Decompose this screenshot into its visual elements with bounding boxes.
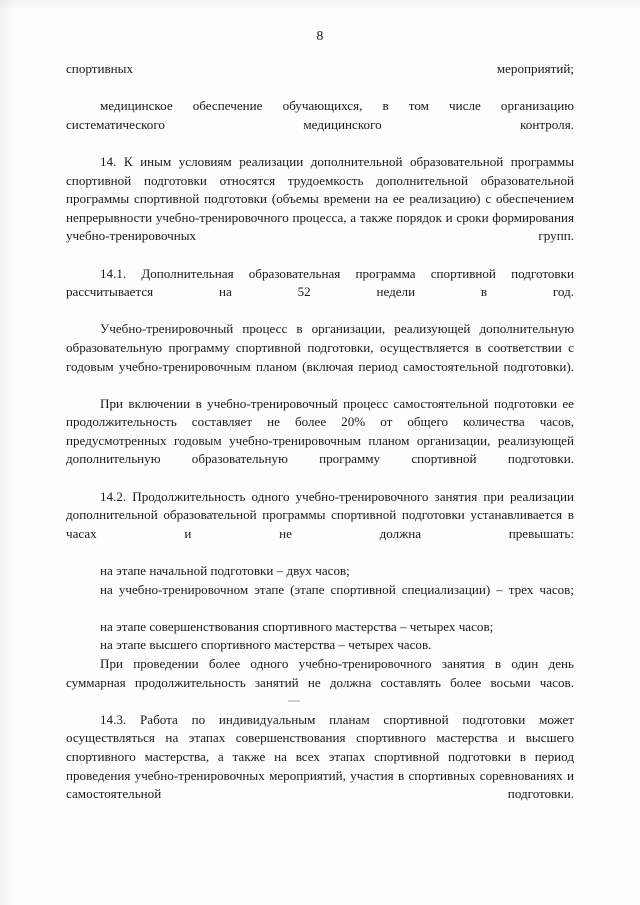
page-edge-shading-top bbox=[0, 0, 640, 10]
paragraph: При включении в учебно-тренировочный процесс самостоятельной подготовки ее продолжительность составляет не более 20% от общего количества часов, предусмотренных годовым учебно-тренировочным планом организации, реализующей дополнительную образовательную программу спортивной подготовки. bbox=[66, 395, 574, 467]
paragraph: на этапе совершенствования спортивного мастерства – четырех часов; bbox=[100, 618, 494, 634]
scan-artifact-mark bbox=[288, 700, 300, 702]
paragraph: спортивных мероприятий; bbox=[66, 61, 574, 76]
paragraph: на этапе начальной подготовки – двух часов; bbox=[100, 563, 350, 579]
paragraph: При проведении более одного учебно-тренировочного занятия в один день суммарная продолжительность занятий не должна составлять более восьми часов. bbox=[66, 656, 574, 690]
paragraph: 14.1. Дополнительная образовательная программа спортивной подготовки рассчитывается на 52 недели в год. bbox=[66, 265, 574, 300]
paragraph: медицинское обеспечение обучающихся, в том числе организацию систематического медицинского контроля. bbox=[66, 98, 574, 132]
paragraph: на учебно-тренировочном этапе (этапе спортивной специализации) – трех часов; bbox=[100, 581, 574, 597]
document-body bbox=[66, 60, 574, 822]
paragraph: Учебно-тренировочный процесс в организации, реализующей дополнительную образовательную программу спортивной подготовки, осуществляется в соответствии с годовым учебно-тренировочным планом (включая период самостоятельной подготовки). bbox=[66, 321, 574, 374]
paragraph: 14.3. Работа по индивидуальным планам спортивной подготовки может осуществляться на этапах совершенствования спортивного мастерства и высшего спортивного мастерства, а также на всех этапах спортивной подготовки в период проведения учебно-тренировочных мероприятий, участия в спортивных соревнованиях и самостоятельной подготовки. bbox=[66, 711, 574, 802]
paragraph: 14. К иным условиям реализации дополнительной образовательной программы спортивной подготовки относятся трудоемкость дополнительной образовательной программы спортивной подготовки (объемы времени на ее реализацию) с обеспечением непрерывности учебно-тренировочного процесса, а также порядок и сроки формирования учебно-тренировочных групп. bbox=[66, 153, 574, 244]
paragraph: 14.2. Продолжительность одного учебно-тренировочного занятия при реализации дополнительной образовательной программы спортивной подготовки устанавливается в часах и не должна превышать: bbox=[66, 488, 574, 541]
page-number: 8 bbox=[316, 28, 324, 43]
page-edge-shading-left bbox=[0, 0, 14, 905]
paragraph: на этапе высшего спортивного мастерства – четырех часов. bbox=[100, 637, 432, 653]
